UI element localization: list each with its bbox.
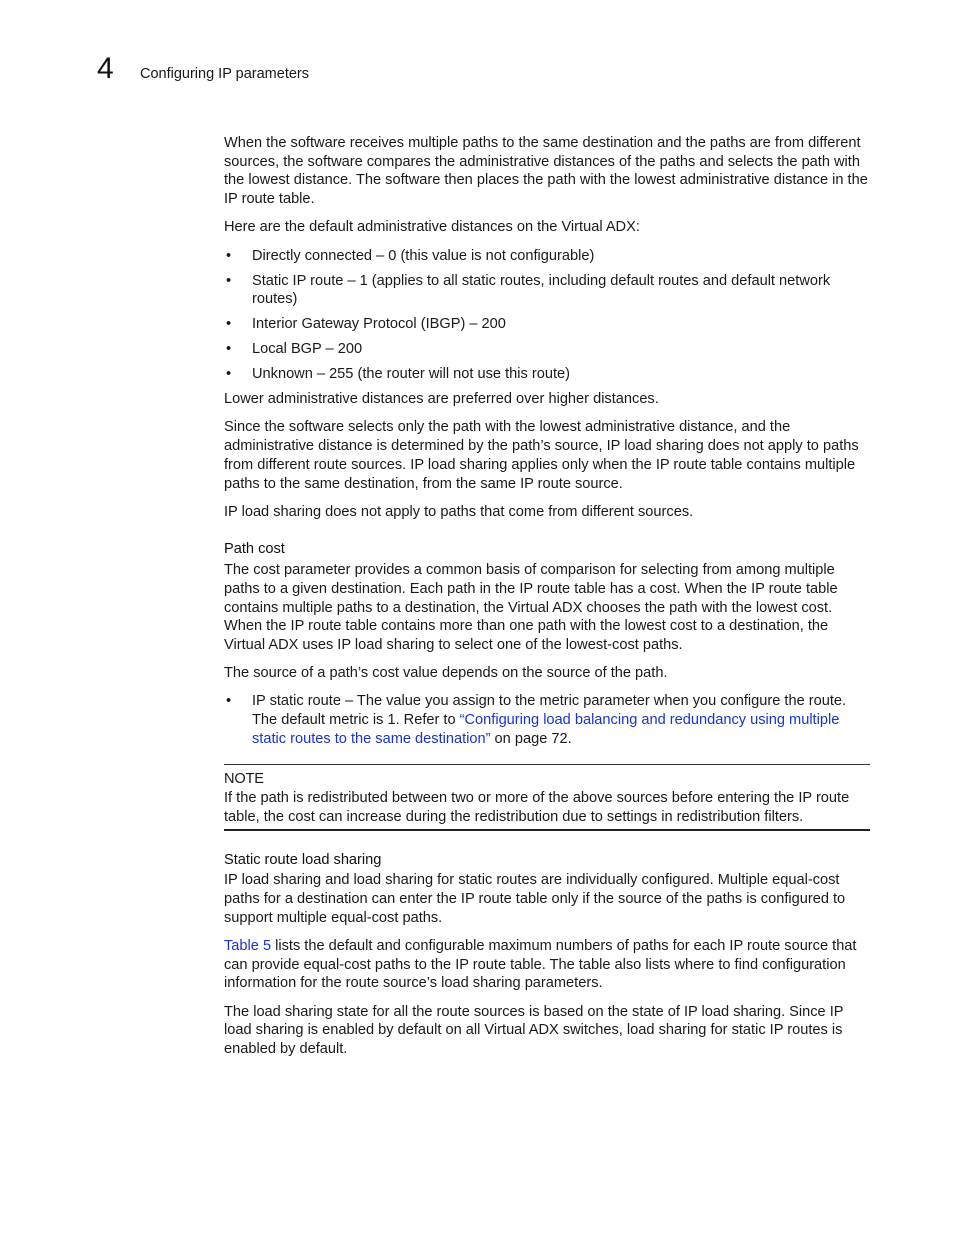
table-5-link[interactable]: Table 5 bbox=[224, 937, 272, 954]
path-cost-heading: Path cost bbox=[224, 541, 285, 558]
list-item: • Static IP route – 1 (applies to all static routes, including default routes and default network routes) bbox=[224, 272, 870, 309]
paragraph-text: lists the default and configurable maximum numbers of paths for each IP route source that can provide equal-cost paths to the IP route table. The table also lists where to find configuration information for the route source’s load sharing parameters. bbox=[224, 937, 857, 992]
note-box bbox=[224, 764, 870, 830]
bullet-suffix: on page 72. bbox=[490, 730, 572, 747]
chapter-title: Configuring IP parameters bbox=[140, 66, 309, 82]
page-content bbox=[224, 134, 870, 1068]
intro-paragraph-4: Since the software selects only the path with the lowest administrative distance, and the administrative distance is determined by the path’s source, IP load sharing does not apply to paths from different route sources. IP load sharing applies only when the IP route table contains multiple paths to the same destination, from the same IP route source. bbox=[224, 419, 859, 492]
intro-paragraph-2: Here are the default administrative distances on the Virtual ADX: bbox=[224, 219, 640, 236]
list-item bbox=[224, 692, 870, 748]
static-route-heading: Static route load sharing bbox=[224, 851, 382, 868]
static-route-paragraph-3: The load sharing state for all the route sources is based on the state of IP load sharing. Since IP load sharing is enabled by default on all Virtual ADX switches, load sharing for static IP routes is enabled by default. bbox=[224, 1003, 844, 1057]
path-cost-list bbox=[224, 692, 870, 748]
note-body: If the path is redistributed between two or more of the above sources before entering the IP route table, the cost can increase during the redistribution due to settings in redistribution filters. bbox=[224, 790, 850, 825]
path-cost-paragraph-1: The cost parameter provides a common basis of comparison for selecting from among multiple paths to a given destination. Each path in the IP route table has a cost. When the IP route table contains multiple paths to a destination, the Virtual ADX chooses the path with the lowest cost. When the IP route table contains more than one path with the lowest cost to a destination, the Virtual ADX uses IP load sharing to select one of the lowest-cost paths. bbox=[224, 562, 838, 653]
static-route-paragraph-2 bbox=[224, 937, 870, 993]
admin-distance-list bbox=[224, 247, 870, 384]
path-cost-paragraph-2: The source of a path’s cost value depends on the source of the path. bbox=[224, 665, 668, 682]
static-route-paragraph-1: IP load sharing and load sharing for static routes are individually configured. Multiple equal-cost paths for a destination can enter the IP route table only if the source of the paths is configured to support multiple equal-cost paths. bbox=[224, 872, 846, 926]
list-item: • Interior Gateway Protocol (IBGP) – 200 bbox=[224, 315, 870, 334]
note-title: NOTE bbox=[224, 771, 264, 788]
intro-paragraph-1: When the software receives multiple paths to the same destination and the paths are from different sources, the software compares the administrative distances of the paths and selects the path with the lowest distance. The software then places the path with the lowest administrative distance in the IP route table. bbox=[224, 135, 868, 208]
intro-paragraph-5: IP load sharing does not apply to paths that come from different sources. bbox=[224, 503, 694, 520]
list-item: • Unknown – 255 (the router will not use this route) bbox=[224, 365, 870, 384]
bullet-text: IP static route – The value you assign to the metric parameter when you configure the route. The default metric is 1. Refer to bbox=[252, 693, 847, 729]
list-item: • Directly connected – 0 (this value is not configurable) bbox=[224, 247, 870, 266]
static-routes-cross-reference-link[interactable]: “Configuring load balancing and redundancy using multiple static routes to the same destination” bbox=[252, 712, 840, 747]
list-item: • Local BGP – 200 bbox=[224, 340, 870, 359]
intro-paragraph-3: Lower administrative distances are preferred over higher distances. bbox=[224, 391, 659, 408]
chapter-number: 4 bbox=[97, 52, 114, 85]
